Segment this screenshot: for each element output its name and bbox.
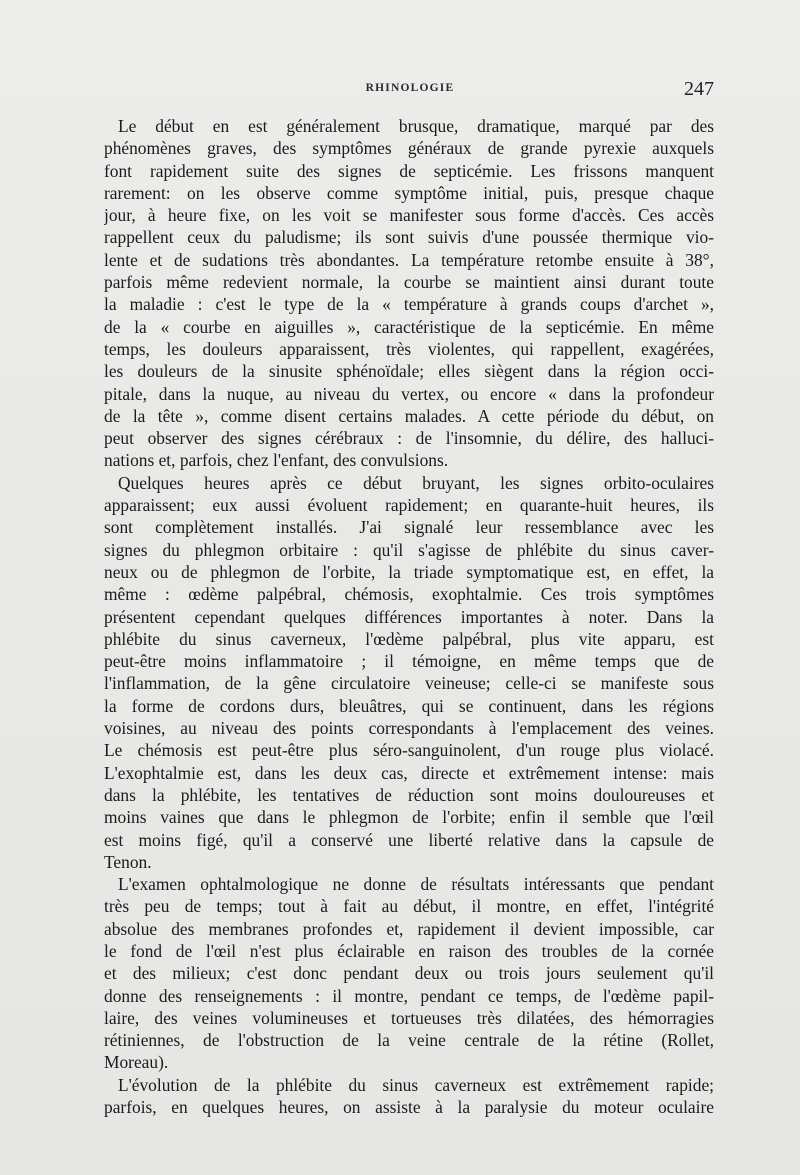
text-line: l'inflammation, de la gêne circulatoire veineuse; celle-ci se manifeste sous bbox=[104, 673, 714, 694]
text-line: les douleurs de la sinusite sphénoïdale; elles siègent dans la région occi- bbox=[104, 361, 714, 382]
text-line: de la « courbe en aiguilles », caractéristique de la septicémie. En même bbox=[104, 316, 714, 337]
text-line: Le chémosis est peut-être plus séro-sanguinolent, d'un rouge plus violacé. bbox=[104, 740, 714, 761]
body-text bbox=[104, 115, 714, 1118]
text-line: moins vaines que dans le phlegmon de l'orbite; enfin il semble que l'œil bbox=[104, 807, 714, 828]
text-line: le fond de l'œil n'est plus éclairable en raison des troubles de la cornée bbox=[104, 940, 714, 961]
running-head bbox=[106, 78, 714, 102]
text-line: apparaissent; eux aussi évoluent rapidement; en quarante-huit heures, ils bbox=[104, 495, 714, 516]
text-line: rétiniennes, de l'obstruction de la veine centrale de la rétine (Rollet, bbox=[104, 1030, 714, 1051]
text-line: la maladie : c'est le type de la « température à grands coups d'archet », bbox=[104, 294, 714, 315]
text-line: parfois même redevient normale, la courbe se maintient ainsi durant toute bbox=[104, 272, 714, 293]
text-line: phlébite du sinus caverneux, l'œdème palpébral, plus vite apparu, est bbox=[104, 628, 714, 649]
text-line: phénomènes graves, des symptômes généraux de grande pyrexie auxquels bbox=[104, 138, 714, 159]
text-line: est moins figé, qu'il a conservé une liberté relative dans la capsule de bbox=[104, 829, 714, 850]
text-line: pitale, dans la nuque, au niveau du vertex, ou encore « dans la profondeur bbox=[104, 383, 714, 404]
page-number: 247 bbox=[684, 78, 714, 100]
text-line: laire, des veines volumineuses et tortueuses très dilatées, des hémorragies bbox=[104, 1007, 714, 1028]
text-line: neux ou de phlegmon de l'orbite, la triade symptomatique est, en effet, la bbox=[104, 561, 714, 582]
text-line: Moreau). bbox=[104, 1052, 169, 1073]
text-line: rarement: on les observe comme symptôme initial, puis, presque chaque bbox=[104, 182, 714, 203]
running-title: RHINOLOGIE bbox=[365, 82, 455, 94]
text-line: L'examen ophtalmologique ne donne de résultats intéressants que pendant bbox=[118, 874, 714, 895]
text-line: absolue des membranes profondes et, rapidement il devient impossible, car bbox=[104, 918, 714, 939]
text-line: temps, les douleurs apparaissent, très violentes, qui rappellent, exagérées, bbox=[104, 338, 714, 359]
text-line: peut observer des signes cérébraux : de l'insomnie, du délire, des halluci- bbox=[104, 428, 714, 449]
text-line: L'exophtalmie est, dans les deux cas, directe et extrêmement intense: mais bbox=[104, 762, 714, 783]
text-line: même : œdème palpébral, chémosis, exophtalmie. Ces trois symptômes bbox=[104, 584, 714, 605]
text-line: sont complètement installés. J'ai signalé leur ressemblance avec les bbox=[104, 517, 714, 538]
text-line: donne des renseignements : il montre, pendant ce temps, de l'œdème papil- bbox=[104, 985, 714, 1006]
text-line: rappellent ceux du paludisme; ils sont suivis d'une poussée thermique vio- bbox=[104, 227, 714, 248]
text-line: de la tête », comme disent certains malades. A cette période du début, on bbox=[104, 405, 714, 426]
text-line: la forme de cordons durs, bleuâtres, qui se continuent, dans les régions bbox=[104, 695, 714, 716]
text-line: dans la phlébite, les tentatives de réduction sont moins douloureuses et bbox=[104, 784, 714, 805]
text-line: et des milieux; c'est donc pendant deux ou trois jours seulement qu'il bbox=[104, 963, 714, 984]
text-line: signes du phlegmon orbitaire : qu'il s'agisse de phlébite du sinus caver- bbox=[104, 539, 714, 560]
text-line: voisines, au niveau des points correspondants à l'emplacement des veines. bbox=[104, 718, 714, 739]
text-line: présentent cependant quelques différences importantes à noter. Dans la bbox=[104, 606, 714, 627]
text-line: Quelques heures après ce début bruyant, les signes orbito-oculaires bbox=[118, 472, 714, 493]
text-line: Le début en est généralement brusque, dramatique, marqué par des bbox=[118, 116, 714, 136]
text-line: peut-être moins inflammatoire ; il témoigne, en même temps que de bbox=[104, 651, 714, 672]
text-line: lente et de sudations très abondantes. La température retombe ensuite à 38°, bbox=[104, 249, 714, 270]
text-line: très peu de temps; tout à fait au début, il montre, en effet, l'intégrité bbox=[104, 896, 714, 917]
text-line: jour, à heure fixe, on les voit se manifester sous forme d'accès. Ces accès bbox=[104, 205, 714, 226]
text-line: font rapidement suite des signes de septicémie. Les frissons manquent bbox=[104, 160, 714, 181]
text-line: Tenon. bbox=[104, 851, 152, 872]
text-line: L'évolution de la phlébite du sinus caverneux est extrêmement rapide; bbox=[118, 1074, 714, 1095]
text-line: nations et, parfois, chez l'enfant, des convulsions. bbox=[104, 450, 449, 471]
text-line: parfois, en quelques heures, on assiste à la paralysie du moteur oculaire bbox=[104, 1097, 714, 1118]
